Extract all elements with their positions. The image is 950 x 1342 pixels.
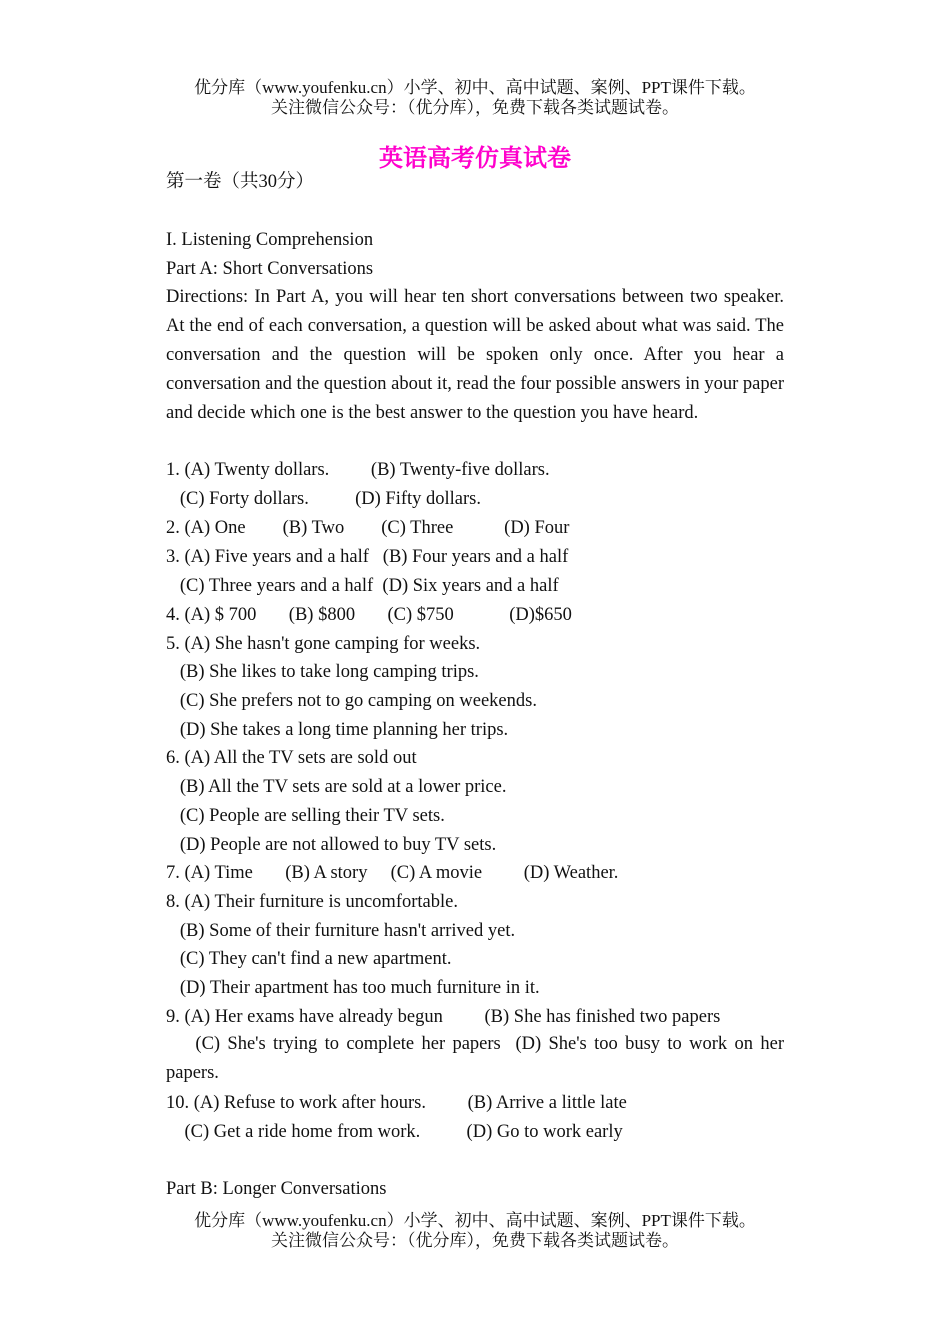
footer-line-2: 关注微信公众号：（优分库），免费下载各类试题试卷。 xyxy=(271,1231,679,1250)
question-2: 2. (A) One (B) Two (C) Three (D) Four xyxy=(166,518,570,538)
question-9-line-1: 9. (A) Her exams have already begun (B) She has finished two papers xyxy=(166,1007,721,1027)
question-3-line-2: (C) Three years and a half (D) Six years and a half xyxy=(166,576,559,596)
question-3-line-1: 3. (A) Five years and a half (B) Four years and a half xyxy=(166,547,569,567)
question-5-option-c: (C) She prefers not to go camping on weekends. xyxy=(166,691,537,711)
paper-title: 英语高考仿真试卷 xyxy=(379,143,571,172)
header-line-2: 关注微信公众号：（优分库），免费下载各类试题试卷。 xyxy=(271,98,679,117)
question-5-option-b: (B) She likes to take long camping trips. xyxy=(166,662,479,682)
footer-line-1: 优分库（www.youfenku.cn）小学、初中、高中试题、案例、PPT课件下载。 xyxy=(194,1211,756,1230)
question-9-line-2: (C) She's trying to complete her papers (D) She's too busy to work on her papers. xyxy=(166,1034,789,1083)
question-5-option-a: 5. (A) She hasn't gone camping for weeks. xyxy=(166,634,481,654)
question-8-option-a: 8. (A) Their furniture is uncomfortable. xyxy=(166,892,458,912)
question-6-option-d: (D) People are not allowed to buy TV sets. xyxy=(166,835,497,855)
question-8-option-c: (C) They can't find a new apartment. xyxy=(166,949,452,969)
question-5-option-d: (D) She takes a long time planning her trips. xyxy=(166,720,509,740)
part-b-heading: Part B: Longer Conversations xyxy=(166,1179,387,1199)
question-10-line-2: (C) Get a ride home from work. (D) Go to work early xyxy=(166,1122,623,1142)
question-4: 4. (A) $ 700 (B) $800 (C) $750 (D)$650 xyxy=(166,605,572,625)
question-6-option-b: (B) All the TV sets are sold at a lower price. xyxy=(166,777,507,797)
header-line-1: 优分库（www.youfenku.cn）小学、初中、高中试题、案例、PPT课件下载。 xyxy=(194,78,756,97)
directions-paragraph: Directions: In Part A, you will hear ten short conversations between two speaker. At the end of each conversation, a question will be asked about what was said. The conversation and the question will be spoken only once. After you hear a conversation and the question about it, read the four possible answers in your paper and decide which one is the best answer to the question you have heard. xyxy=(166,287,784,423)
question-1-line-1: 1. (A) Twenty dollars. (B) Twenty-five dollars. xyxy=(166,460,550,480)
part-a-heading: Part A: Short Conversations xyxy=(166,259,374,279)
volume-heading: 第一卷（共30分） xyxy=(166,172,315,192)
question-6-option-a: 6. (A) All the TV sets are sold out xyxy=(166,748,417,768)
question-8-option-d: (D) Their apartment has too much furniture in it. xyxy=(166,978,540,998)
question-10-line-1: 10. (A) Refuse to work after hours. (B) Arrive a little late xyxy=(166,1093,627,1113)
question-7: 7. (A) Time (B) A story (C) A movie (D) Weather. xyxy=(166,863,619,883)
question-1-line-2: (C) Forty dollars. (D) Fifty dollars. xyxy=(166,489,481,509)
question-8-option-b: (B) Some of their furniture hasn't arrived yet. xyxy=(166,921,516,941)
question-6-option-c: (C) People are selling their TV sets. xyxy=(166,806,445,826)
section-heading: I. Listening Comprehension xyxy=(166,230,374,250)
